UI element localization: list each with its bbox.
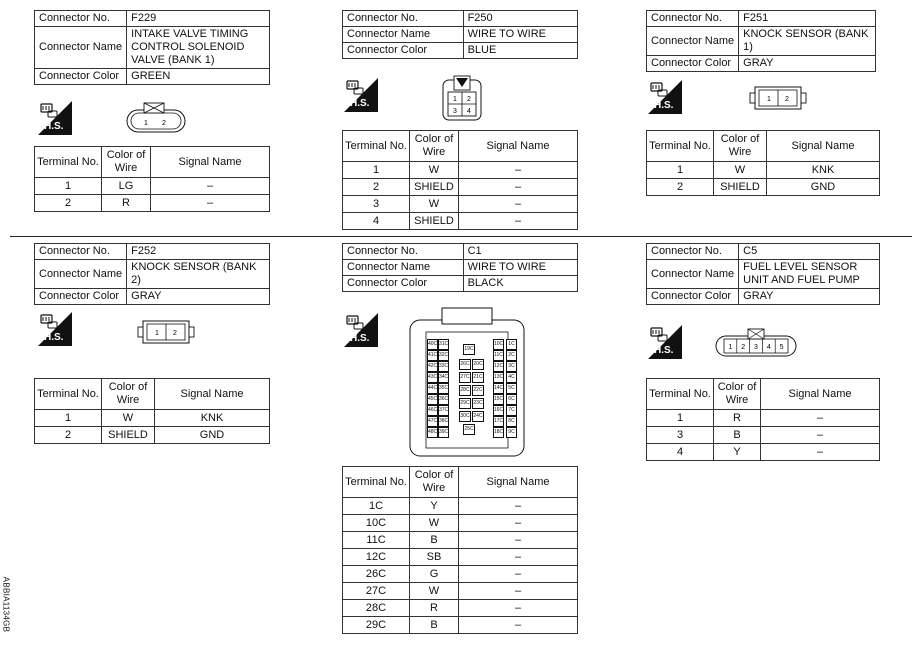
pin-cell: 44C: [427, 383, 438, 394]
pin-cell: 29C: [459, 398, 471, 409]
connector-color-label: Connector Color: [343, 43, 464, 59]
terminal-cell: 1: [647, 410, 714, 427]
pin-cell: 43C: [427, 372, 438, 383]
signal-name-header: Signal Name: [151, 147, 270, 178]
wire-cell: W: [410, 583, 459, 600]
terminal-cell: 2: [35, 427, 102, 444]
terminal-cell: 12C: [343, 549, 410, 566]
pin-cell: 10C: [493, 339, 504, 350]
pin-cell: 40C: [427, 339, 438, 350]
signal-cell: –: [761, 410, 880, 427]
wire-cell: LG: [102, 178, 151, 195]
terminal-cell: 2: [343, 179, 410, 196]
terminal-table-c5: [646, 378, 880, 461]
pin-cell: 18C: [493, 427, 504, 438]
connector-name-label: Connector Name: [647, 260, 739, 289]
connector-info-f251: [646, 10, 876, 72]
connector-no-label: Connector No.: [343, 11, 464, 27]
pin-cell: 7C: [506, 405, 517, 416]
connector-info-f252: [34, 243, 270, 305]
connector-name-label: Connector Name: [35, 27, 127, 69]
signal-cell: KNK: [155, 410, 270, 427]
connector-info-f250: [342, 10, 578, 59]
terminal-cell: 11C: [343, 532, 410, 549]
terminal-cell: 3: [343, 196, 410, 213]
harness-side-icon: [344, 78, 378, 112]
table-row: [647, 179, 880, 196]
terminal-cell: 4: [647, 444, 714, 461]
connector-no: F229: [127, 11, 270, 27]
table-row: [647, 444, 880, 461]
pin-cell: 28C: [459, 385, 471, 396]
pin-cell: 1C: [506, 339, 517, 350]
pin-cell: 8C: [506, 416, 517, 427]
terminal-cell: 10C: [343, 515, 410, 532]
table-row: [343, 213, 578, 230]
signal-cell: –: [151, 195, 270, 212]
figure-code: ABBIA1134GB: [1, 576, 11, 633]
harness-side-icon: [38, 101, 72, 135]
wire-cell: Y: [714, 444, 761, 461]
signal-cell: –: [761, 427, 880, 444]
wire-cell: SHIELD: [102, 427, 155, 444]
pin-cell: 26C: [459, 359, 471, 370]
signal-name-header: Signal Name: [761, 379, 880, 410]
terminal-cell: 27C: [343, 583, 410, 600]
pin-cell: 2C: [506, 350, 517, 361]
connector-face-f229: [124, 102, 190, 136]
pin-cell: 47C: [427, 416, 438, 427]
wire-cell: B: [714, 427, 761, 444]
table-row: [35, 427, 270, 444]
signal-cell: KNK: [767, 162, 880, 179]
pin-cell: 37C: [438, 405, 449, 416]
connector-no: C5: [739, 244, 880, 260]
wire-cell: Y: [410, 498, 459, 515]
terminal-cell: 1: [35, 178, 102, 195]
pin-label: 1: [144, 120, 148, 127]
connector-color: GRAY: [739, 56, 876, 72]
section-divider: [10, 236, 912, 237]
connector-name-label: Connector Name: [647, 27, 739, 56]
terminal-cell: 28C: [343, 600, 410, 617]
table-row: [647, 162, 880, 179]
pin-cell: 48C: [427, 427, 438, 438]
pin-cell: 24C: [472, 411, 484, 422]
connector-info-c5: [646, 243, 880, 305]
c1-pin-grid: [427, 339, 515, 443]
connector-no-label: Connector No.: [35, 11, 127, 27]
connector-face-f252: [136, 318, 196, 346]
terminal-table-f252: [34, 378, 270, 444]
wire-cell: W: [714, 162, 767, 179]
wire-cell: B: [410, 617, 459, 634]
pin-label: 1: [728, 344, 733, 351]
terminal-cell: 1: [35, 410, 102, 427]
hs-label: H.S.: [350, 333, 370, 344]
table-row: [343, 549, 578, 566]
signal-name-header: Signal Name: [459, 467, 578, 498]
connector-color: GRAY: [739, 289, 880, 305]
connector-face-f250: [440, 74, 484, 122]
table-row: [343, 532, 578, 549]
pin-cell: 17C: [493, 416, 504, 427]
signal-name-header: Signal Name: [767, 131, 880, 162]
terminal-table-f229: [34, 146, 270, 212]
hs-label: H.S.: [350, 98, 370, 109]
connector-name: FUEL LEVEL SENSOR UNIT AND FUEL PUMP: [739, 260, 880, 289]
wire-cell: SHIELD: [410, 179, 459, 196]
connector-name-label: Connector Name: [343, 260, 464, 276]
pin-cell: 23C: [472, 398, 484, 409]
hs-label: H.S.: [654, 345, 674, 356]
terminal-cell: 1: [647, 162, 714, 179]
pin-cell: 46C: [427, 405, 438, 416]
wire-color-header: Color of Wire: [410, 131, 459, 162]
pin-label: 1: [453, 96, 457, 103]
terminal-table-f250: [342, 130, 578, 230]
pin-cell: 22C: [472, 385, 484, 396]
pin-cell: 20C: [472, 359, 484, 370]
terminal-cell: 4: [343, 213, 410, 230]
pin-cell: 21C: [472, 372, 484, 383]
signal-cell: –: [459, 549, 578, 566]
pin-cell: 36C: [438, 394, 449, 405]
harness-side-icon: [38, 312, 72, 346]
pin-cell: 38C: [438, 416, 449, 427]
pin-label: 2: [741, 344, 746, 351]
harness-side-icon: [648, 325, 682, 359]
table-row: [343, 600, 578, 617]
terminal-no-header: Terminal No.: [343, 467, 410, 498]
terminal-no-header: Terminal No.: [35, 147, 102, 178]
connector-name: INTAKE VALVE TIMING CONTROL SOLENOID VALVE (BANK 1): [127, 27, 270, 69]
table-row: [343, 583, 578, 600]
wire-cell: R: [410, 600, 459, 617]
connector-color-label: Connector Color: [343, 276, 464, 292]
table-row: [647, 410, 880, 427]
connector-color-label: Connector Color: [35, 69, 127, 85]
connector-face-f251: [748, 84, 808, 112]
signal-cell: GND: [767, 179, 880, 196]
pin-label: 1: [155, 330, 159, 337]
wire-color-header: Color of Wire: [714, 131, 767, 162]
wire-cell: B: [410, 532, 459, 549]
terminal-cell: 1: [343, 162, 410, 179]
wire-cell: W: [410, 515, 459, 532]
wire-color-header: Color of Wire: [102, 147, 151, 178]
terminal-no-header: Terminal No.: [35, 379, 102, 410]
pin-label: 2: [785, 96, 789, 103]
terminal-no-header: Terminal No.: [647, 379, 714, 410]
signal-name-header: Signal Name: [459, 131, 578, 162]
terminal-cell: 29C: [343, 617, 410, 634]
connector-no-label: Connector No.: [35, 244, 127, 260]
pin-cell: 16C: [493, 405, 504, 416]
harness-side-icon: [344, 313, 378, 347]
table-row: [35, 195, 270, 212]
signal-cell: GND: [155, 427, 270, 444]
pin-label: 2: [173, 330, 177, 337]
signal-cell: –: [459, 566, 578, 583]
connector-no: C1: [463, 244, 577, 260]
hs-label: H.S.: [654, 100, 674, 111]
pin-cell: 30C: [459, 411, 471, 422]
connector-no-label: Connector No.: [647, 11, 739, 27]
pin-cell: 11C: [493, 350, 504, 361]
signal-cell: –: [459, 196, 578, 213]
pin-cell: 39C: [438, 427, 449, 438]
signal-cell: –: [459, 600, 578, 617]
pin-cell: 34C: [438, 372, 449, 383]
connector-name: KNOCK SENSOR (BANK 2): [127, 260, 270, 289]
pin-cell: 32C: [438, 350, 449, 361]
connector-no: F250: [463, 11, 577, 27]
pin-label: 2: [162, 120, 166, 127]
signal-cell: –: [459, 213, 578, 230]
signal-cell: –: [459, 532, 578, 549]
connector-color-label: Connector Color: [35, 289, 127, 305]
pin-cell: 33C: [438, 361, 449, 372]
terminal-cell: 2: [35, 195, 102, 212]
terminal-cell: 2: [647, 179, 714, 196]
table-row: [343, 179, 578, 196]
table-row: [35, 178, 270, 195]
connector-color: BLACK: [463, 276, 577, 292]
hs-label: H.S.: [44, 121, 64, 132]
pin-cell: 13C: [493, 372, 504, 383]
connector-color: GREEN: [127, 69, 270, 85]
wire-cell: W: [410, 162, 459, 179]
connector-color-label: Connector Color: [647, 289, 739, 305]
table-row: [343, 566, 578, 583]
terminal-no-header: Terminal No.: [343, 131, 410, 162]
signal-cell: –: [459, 498, 578, 515]
signal-cell: –: [459, 162, 578, 179]
terminal-table-c1: [342, 466, 578, 634]
table-row: [35, 410, 270, 427]
pin-cell: 42C: [427, 361, 438, 372]
pin-cell: 31C: [438, 339, 449, 350]
wire-cell: SB: [410, 549, 459, 566]
terminal-cell: 3: [647, 427, 714, 444]
wire-cell: G: [410, 566, 459, 583]
wire-cell: W: [102, 410, 155, 427]
signal-cell: –: [459, 617, 578, 634]
connector-face-c1: [408, 306, 526, 458]
connector-color: BLUE: [463, 43, 577, 59]
table-row: [647, 427, 880, 444]
pin-label: 3: [754, 344, 758, 351]
pin-label: 3: [453, 108, 457, 115]
connector-color: GRAY: [127, 289, 270, 305]
pin-cell: 5C: [506, 383, 517, 394]
pin-label: 2: [467, 96, 471, 103]
pin-cell: 12C: [493, 361, 504, 372]
pin-cell: 15C: [493, 394, 504, 405]
connector-color-label: Connector Color: [647, 56, 739, 72]
pin-cell: 35C: [438, 383, 449, 394]
pin-label: 4: [467, 108, 471, 115]
wire-color-header: Color of Wire: [102, 379, 155, 410]
table-row: [343, 498, 578, 515]
connector-name-label: Connector Name: [35, 260, 127, 289]
wire-color-header: Color of Wire: [714, 379, 761, 410]
connector-no-label: Connector No.: [343, 244, 464, 260]
hs-label: H.S.: [44, 332, 64, 343]
pin-cell: 6C: [506, 394, 517, 405]
connector-no: F252: [127, 244, 270, 260]
signal-cell: –: [761, 444, 880, 461]
terminal-cell: 26C: [343, 566, 410, 583]
pin-cell: 14C: [493, 383, 504, 394]
connector-name: KNOCK SENSOR (BANK 1): [739, 27, 876, 56]
pin-cell: 3C: [506, 361, 517, 372]
connector-name-label: Connector Name: [343, 27, 464, 43]
pin-cell: 9C: [506, 427, 517, 438]
harness-side-icon: [648, 80, 682, 114]
wire-cell: SHIELD: [714, 179, 767, 196]
connector-no-label: Connector No.: [647, 244, 739, 260]
signal-cell: –: [151, 178, 270, 195]
pin-label: 1: [767, 96, 771, 103]
terminal-table-f251: [646, 130, 880, 196]
signal-cell: –: [459, 179, 578, 196]
pin-cell: 45C: [427, 394, 438, 405]
signal-name-header: Signal Name: [155, 379, 270, 410]
connector-info-c1: [342, 243, 578, 292]
table-row: [343, 617, 578, 634]
wire-cell: SHIELD: [410, 213, 459, 230]
pin-cell: 19C: [463, 344, 475, 355]
pin-cell: 27C: [459, 372, 471, 383]
connector-info-f229: [34, 10, 270, 85]
wire-cell: R: [714, 410, 761, 427]
wire-cell: R: [102, 195, 151, 212]
signal-cell: –: [459, 583, 578, 600]
pin-cell: 41C: [427, 350, 438, 361]
table-row: [343, 515, 578, 532]
wire-color-header: Color of Wire: [410, 467, 459, 498]
terminal-no-header: Terminal No.: [647, 131, 714, 162]
signal-cell: –: [459, 515, 578, 532]
connector-name: WIRE TO WIRE: [463, 27, 577, 43]
table-row: [343, 162, 578, 179]
terminal-cell: 1C: [343, 498, 410, 515]
pin-label: 5: [779, 344, 784, 351]
pin-cell: 4C: [506, 372, 517, 383]
pin-cell: 25C: [463, 424, 475, 435]
pin-label: 4: [766, 344, 771, 351]
wire-cell: W: [410, 196, 459, 213]
connector-face-c5: [714, 328, 798, 358]
connector-no: F251: [739, 11, 876, 27]
table-row: [343, 196, 578, 213]
connector-name: WIRE TO WIRE: [463, 260, 577, 276]
